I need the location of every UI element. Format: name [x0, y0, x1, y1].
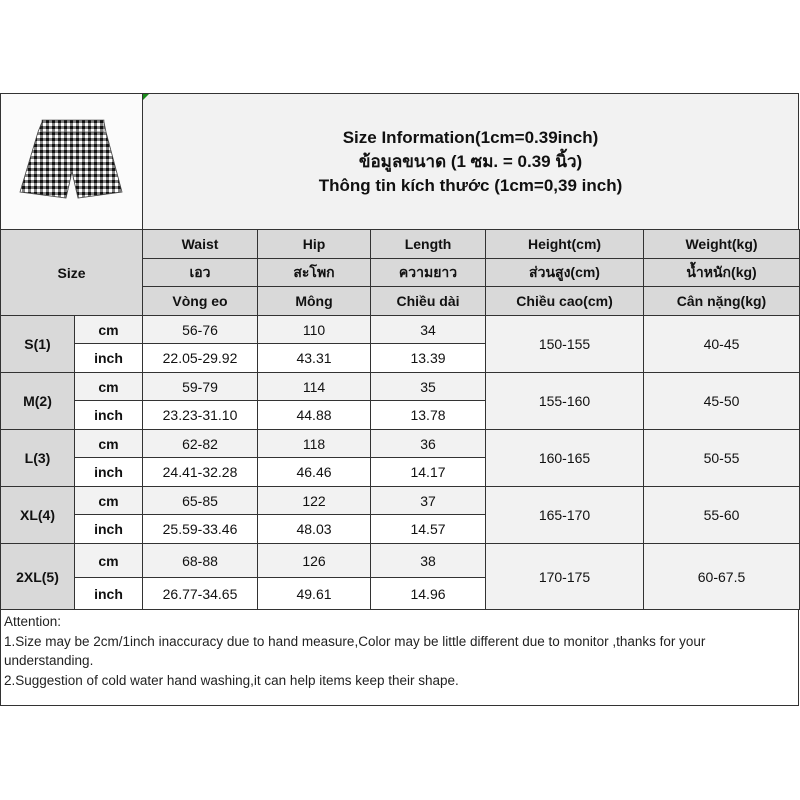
unit-inch-label: inch	[75, 458, 143, 487]
height-range: 150-155	[486, 316, 644, 373]
length-inch: 14.17	[371, 458, 486, 487]
length-inch: 14.57	[371, 515, 486, 544]
size-column-header: Size	[1, 230, 143, 316]
length-inch: 13.78	[371, 401, 486, 430]
waist-inch: 24.41-32.28	[143, 458, 258, 487]
unit-cm-label: cm	[75, 430, 143, 458]
attention-note-1: 1.Size may be 2cm/1inch inaccuracy due to hand measure,Color may be little different due to monitor ,thanks for your understanding.	[4, 633, 706, 668]
col-header-length-thai: ความยาว	[371, 259, 486, 287]
waist-inch: 23.23-31.10	[143, 401, 258, 430]
unit-inch-label: inch	[75, 578, 143, 610]
hip-inch: 48.03	[258, 515, 371, 544]
waist-inch: 25.59-33.46	[143, 515, 258, 544]
col-header-hip: Hip	[258, 230, 371, 259]
size-table	[0, 229, 800, 610]
col-header-weight-vi: Cân nặng(kg)	[644, 287, 800, 316]
length-cm: 35	[371, 373, 486, 401]
checkered-shorts-image	[16, 114, 128, 210]
hip-inch: 46.46	[258, 458, 371, 487]
col-header-waist-vi: Vòng eo	[143, 287, 258, 316]
unit-cm-label: cm	[75, 487, 143, 515]
length-inch: 14.96	[371, 578, 486, 610]
size-row-cm	[1, 487, 800, 515]
col-header-weight: Weight(kg)	[644, 230, 800, 259]
height-range: 165-170	[486, 487, 644, 544]
waist-cm: 56-76	[143, 316, 258, 344]
height-range: 155-160	[486, 373, 644, 430]
size-label: 2XL(5)	[1, 544, 75, 610]
header-row-english	[1, 230, 800, 259]
height-range: 170-175	[486, 544, 644, 610]
unit-inch-label: inch	[75, 515, 143, 544]
cell-marker	[143, 94, 149, 100]
unit-inch-label: inch	[75, 401, 143, 430]
hip-cm: 122	[258, 487, 371, 515]
size-label: M(2)	[1, 373, 75, 430]
hip-inch: 44.88	[258, 401, 371, 430]
weight-range: 40-45	[644, 316, 800, 373]
size-label: S(1)	[1, 316, 75, 373]
waist-inch: 22.05-29.92	[143, 344, 258, 373]
length-inch: 13.39	[371, 344, 486, 373]
waist-cm: 59-79	[143, 373, 258, 401]
attention-heading: Attention:	[4, 614, 62, 629]
title-thai: ข้อมูลขนาด (1 ซม. = 0.39 นิ้ว)	[358, 151, 583, 171]
col-header-weight-thai: น้ำหนัก(kg)	[644, 259, 800, 287]
hip-cm: 118	[258, 430, 371, 458]
attention-note-2: 2.Suggestion of cold water hand washing,it can help items keep their shape.	[4, 672, 459, 688]
weight-range: 60-67.5	[644, 544, 800, 610]
col-header-hip-thai: สะโพก	[258, 259, 371, 287]
unit-cm-label: cm	[75, 316, 143, 344]
hip-cm: 114	[258, 373, 371, 401]
title-vietnamese: Thông tin kích thước (1cm=0,39 inch)	[318, 175, 623, 195]
size-chart-header	[0, 93, 799, 229]
hip-inch: 49.61	[258, 578, 371, 610]
col-header-height-vi: Chiều cao(cm)	[486, 287, 644, 316]
hip-inch: 43.31	[258, 344, 371, 373]
size-row-cm	[1, 430, 800, 458]
weight-range: 55-60	[644, 487, 800, 544]
product-image-cell	[1, 94, 143, 229]
col-header-length-vi: Chiều dài	[371, 287, 486, 316]
waist-cm: 68-88	[143, 544, 258, 578]
length-cm: 36	[371, 430, 486, 458]
unit-inch-label: inch	[75, 344, 143, 373]
height-range: 160-165	[486, 430, 644, 487]
length-cm: 37	[371, 487, 486, 515]
size-row-cm	[1, 373, 800, 401]
col-header-waist-thai: เอว	[143, 259, 258, 287]
weight-range: 45-50	[644, 373, 800, 430]
length-cm: 38	[371, 544, 486, 578]
col-header-length: Length	[371, 230, 486, 259]
hip-cm: 126	[258, 544, 371, 578]
waist-cm: 62-82	[143, 430, 258, 458]
size-information-title	[143, 94, 798, 229]
attention-notes	[0, 610, 799, 706]
title-english: Size Information(1cm=0.39inch)	[342, 127, 599, 147]
length-cm: 34	[371, 316, 486, 344]
col-header-height: Height(cm)	[486, 230, 644, 259]
col-header-waist: Waist	[143, 230, 258, 259]
col-header-hip-vi: Mông	[258, 287, 371, 316]
unit-cm-label: cm	[75, 544, 143, 578]
unit-cm-label: cm	[75, 373, 143, 401]
waist-inch: 26.77-34.65	[143, 578, 258, 610]
size-row-cm	[1, 316, 800, 344]
hip-cm: 110	[258, 316, 371, 344]
size-label: L(3)	[1, 430, 75, 487]
weight-range: 50-55	[644, 430, 800, 487]
waist-cm: 65-85	[143, 487, 258, 515]
col-header-height-thai: ส่วนสูง(cm)	[486, 259, 644, 287]
size-label: XL(4)	[1, 487, 75, 544]
size-chart	[0, 93, 799, 706]
size-row-cm	[1, 544, 800, 578]
